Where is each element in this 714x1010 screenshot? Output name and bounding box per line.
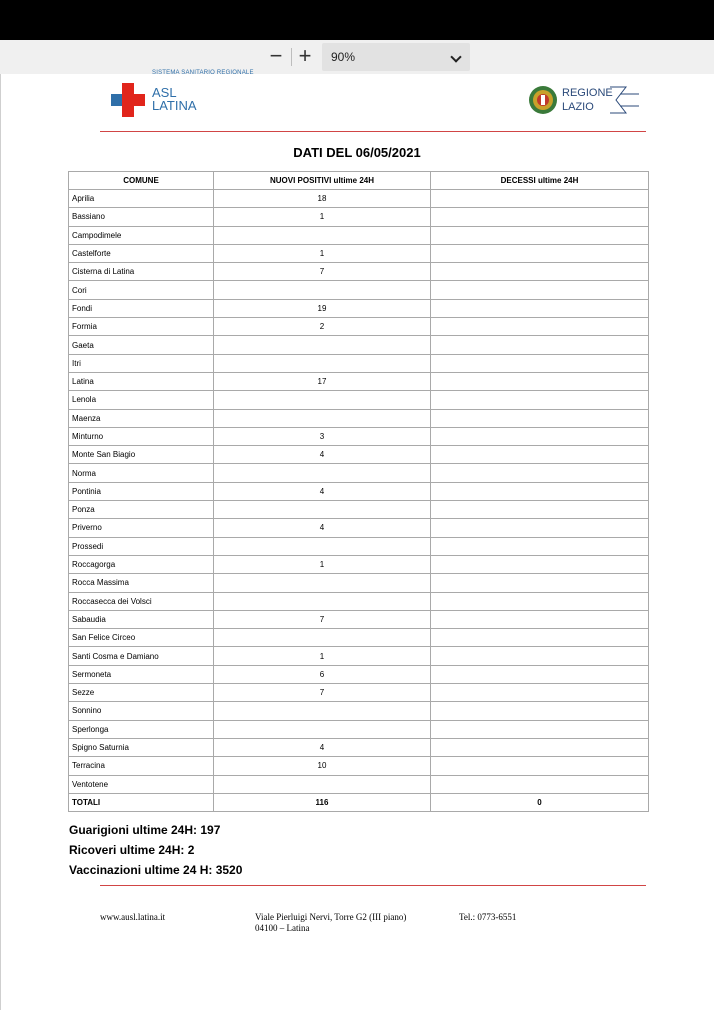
positivi-cell	[214, 354, 431, 372]
table-row	[69, 501, 649, 519]
comune-cell: Ventotene	[69, 775, 214, 793]
regione-line2: LAZIO	[562, 101, 594, 113]
decessi-cell	[431, 537, 649, 555]
table-header-row	[69, 172, 649, 190]
table-row	[69, 702, 649, 720]
guarigioni-text: Guarigioni ultime 24H: 197	[69, 823, 221, 837]
comune-cell: Sermoneta	[69, 665, 214, 683]
decessi-cell	[431, 647, 649, 665]
table-row	[69, 684, 649, 702]
comune-cell: Maenza	[69, 409, 214, 427]
comune-cell: Cisterna di Latina	[69, 263, 214, 281]
positivi-cell	[214, 775, 431, 793]
decessi-cell	[431, 391, 649, 409]
footer-address-line1: Viale Pierluigi Nervi, Torre G2 (III piano)	[255, 912, 407, 922]
table-row	[69, 610, 649, 628]
table-row	[69, 757, 649, 775]
table-row	[69, 263, 649, 281]
table-row	[69, 372, 649, 390]
comune-cell: Cori	[69, 281, 214, 299]
column-header: COMUNE	[69, 172, 214, 190]
comune-cell: Minturno	[69, 427, 214, 445]
column-header: DECESSI ultime 24H	[431, 172, 649, 190]
decessi-cell	[431, 336, 649, 354]
positivi-cell: 116	[214, 793, 431, 811]
footer-address	[255, 912, 406, 934]
positivi-cell	[214, 592, 431, 610]
decessi-cell	[431, 446, 649, 464]
positivi-cell	[214, 702, 431, 720]
table-row	[69, 574, 649, 592]
decessi-cell	[431, 263, 649, 281]
decessi-cell	[431, 592, 649, 610]
asl-line1: ASL	[152, 85, 177, 100]
asl-line2: LATINA	[152, 98, 197, 113]
table-row	[69, 208, 649, 226]
comune-cell: Campodimele	[69, 226, 214, 244]
page-title: DATI DEL 06/05/2021	[293, 145, 421, 160]
comune-cell: Sonnino	[69, 702, 214, 720]
regione-line1: REGIONE	[562, 87, 613, 99]
comune-cell: Gaeta	[69, 336, 214, 354]
table-row	[69, 391, 649, 409]
decessi-cell	[431, 427, 649, 445]
comune-cell: Ponza	[69, 501, 214, 519]
comune-cell: TOTALI	[69, 793, 214, 811]
decessi-cell	[431, 738, 649, 756]
positivi-cell	[214, 574, 431, 592]
positivi-cell	[214, 464, 431, 482]
footer-rule	[100, 885, 646, 886]
decessi-cell	[431, 629, 649, 647]
positivi-cell	[214, 336, 431, 354]
zoom-select[interactable]	[322, 43, 470, 71]
header-rule	[100, 131, 646, 132]
table-row	[69, 190, 649, 208]
decessi-cell	[431, 281, 649, 299]
positivi-cell: 2	[214, 318, 431, 336]
positivi-cell: 1	[214, 244, 431, 262]
positivi-cell	[214, 501, 431, 519]
positivi-cell	[214, 409, 431, 427]
positivi-cell: 17	[214, 372, 431, 390]
decessi-cell	[431, 226, 649, 244]
comune-cell: Roccagorga	[69, 555, 214, 573]
comune-cell: Prossedi	[69, 537, 214, 555]
positivi-cell: 1	[214, 555, 431, 573]
table-row	[69, 446, 649, 464]
decessi-cell	[431, 775, 649, 793]
positivi-cell	[214, 537, 431, 555]
positivi-cell	[214, 629, 431, 647]
decessi-cell: 0	[431, 793, 649, 811]
zoom-in-button[interactable]: +	[298, 43, 312, 68]
table-row	[69, 409, 649, 427]
decessi-cell	[431, 720, 649, 738]
comune-cell: Spigno Saturnia	[69, 738, 214, 756]
positivi-cell: 4	[214, 482, 431, 500]
decessi-cell	[431, 208, 649, 226]
table-row	[69, 336, 649, 354]
zoom-out-button[interactable]: −	[269, 43, 283, 68]
decessi-cell	[431, 299, 649, 317]
comune-cell: Aprilia	[69, 190, 214, 208]
positivi-cell: 1	[214, 208, 431, 226]
regione-lazio-logo	[528, 83, 640, 117]
table-row	[69, 665, 649, 683]
table-row	[69, 519, 649, 537]
comune-cell: Sperlonga	[69, 720, 214, 738]
positivi-cell: 7	[214, 684, 431, 702]
comune-cell: Fondi	[69, 299, 214, 317]
positivi-cell: 1	[214, 647, 431, 665]
chevron-down-icon	[450, 51, 461, 62]
table-row	[69, 318, 649, 336]
comune-cell: Norma	[69, 464, 214, 482]
vaccinazioni-text: Vaccinazioni ultime 24 H: 3520	[69, 863, 243, 877]
toolbar-divider	[291, 48, 292, 66]
table-row	[69, 537, 649, 555]
comune-cell: Latina	[69, 372, 214, 390]
comune-cell: San Felice Circeo	[69, 629, 214, 647]
decessi-cell	[431, 555, 649, 573]
table-row	[69, 281, 649, 299]
comune-cell: Itri	[69, 354, 214, 372]
comune-cell: Formia	[69, 318, 214, 336]
decessi-cell	[431, 757, 649, 775]
decessi-cell	[431, 684, 649, 702]
comune-cell: Roccasecca dei Volsci	[69, 592, 214, 610]
positivi-cell: 7	[214, 263, 431, 281]
table-row	[69, 647, 649, 665]
table-row	[69, 244, 649, 262]
comune-cell: Castelforte	[69, 244, 214, 262]
decessi-cell	[431, 190, 649, 208]
zoom-level: 90%	[331, 50, 356, 64]
table-row	[69, 720, 649, 738]
positivi-cell: 10	[214, 757, 431, 775]
ricoveri-text: Ricoveri ultime 24H: 2	[69, 843, 195, 857]
asl-logo-text	[152, 86, 197, 112]
footer-address-line2: 04100 – Latina	[255, 923, 310, 933]
comune-cell: Pontinia	[69, 482, 214, 500]
footer-website: www.ausl.latina.it	[100, 912, 166, 922]
table-row	[69, 354, 649, 372]
asl-cross-icon	[111, 83, 145, 117]
table-row	[69, 629, 649, 647]
comune-cell: Lenola	[69, 391, 214, 409]
positivi-cell	[214, 720, 431, 738]
comune-cell: Sezze	[69, 684, 214, 702]
table-row	[69, 299, 649, 317]
decessi-cell	[431, 519, 649, 537]
ssr-label: SISTEMA SANITARIO REGIONALE	[152, 70, 254, 76]
positivi-cell: 3	[214, 427, 431, 445]
decessi-cell	[431, 372, 649, 390]
window-top-bar	[0, 0, 714, 40]
positivi-cell: 6	[214, 665, 431, 683]
decessi-cell	[431, 464, 649, 482]
positivi-cell	[214, 226, 431, 244]
comune-cell: Santi Cosma e Damiano	[69, 647, 214, 665]
footer-phone: Tel.: 0773-6551	[459, 912, 517, 922]
decessi-cell	[431, 354, 649, 372]
decessi-cell	[431, 501, 649, 519]
table-row	[69, 482, 649, 500]
table-row	[69, 738, 649, 756]
comune-cell: Rocca Massima	[69, 574, 214, 592]
positivi-cell: 7	[214, 610, 431, 628]
positivi-cell: 4	[214, 446, 431, 464]
data-table	[68, 171, 649, 812]
positivi-cell: 4	[214, 519, 431, 537]
decessi-cell	[431, 409, 649, 427]
comune-cell: Sabaudia	[69, 610, 214, 628]
pdf-toolbar	[0, 40, 714, 74]
decessi-cell	[431, 702, 649, 720]
totals-row	[69, 793, 649, 811]
comune-cell: Monte San Biagio	[69, 446, 214, 464]
decessi-cell	[431, 482, 649, 500]
column-header: NUOVI POSITIVI ultime 24H	[214, 172, 431, 190]
decessi-cell	[431, 665, 649, 683]
table-row	[69, 464, 649, 482]
decessi-cell	[431, 318, 649, 336]
positivi-cell: 4	[214, 738, 431, 756]
comune-cell: Bassiano	[69, 208, 214, 226]
page-edge	[0, 74, 1, 1010]
positivi-cell: 18	[214, 190, 431, 208]
table-row	[69, 775, 649, 793]
decessi-cell	[431, 244, 649, 262]
table-row	[69, 427, 649, 445]
table-row	[69, 226, 649, 244]
table-row	[69, 592, 649, 610]
decessi-cell	[431, 574, 649, 592]
comune-cell: Priverno	[69, 519, 214, 537]
table-row	[69, 555, 649, 573]
positivi-cell	[214, 281, 431, 299]
positivi-cell	[214, 391, 431, 409]
comune-cell: Terracina	[69, 757, 214, 775]
positivi-cell: 19	[214, 299, 431, 317]
decessi-cell	[431, 610, 649, 628]
